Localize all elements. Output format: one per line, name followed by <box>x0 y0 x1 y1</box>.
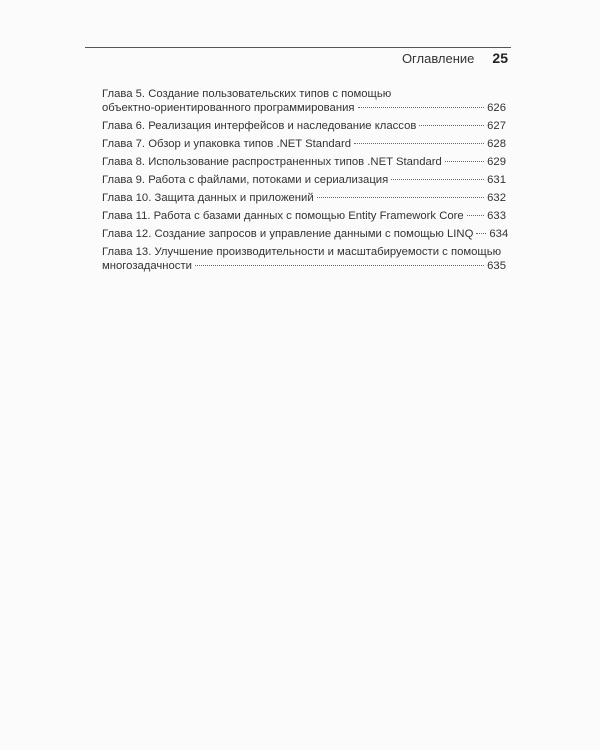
dot-leader <box>391 179 484 180</box>
running-title: Оглавление <box>401 51 475 66</box>
toc-entry-row <box>102 173 506 187</box>
toc-entry-page: 633 <box>487 210 506 222</box>
toc-entry-title: объектно-ориентированного программирования <box>102 102 355 114</box>
dot-leader <box>467 215 484 216</box>
toc-entry-title: Глава 7. Обзор и упаковка типов .NET Standard <box>102 138 351 150</box>
dot-leader <box>354 143 484 144</box>
toc-entry-page: 634 <box>489 228 509 240</box>
toc-entry-page: 632 <box>487 192 506 204</box>
toc-entry-chapter-12 <box>102 227 509 241</box>
toc-entry-chapter-6 <box>102 119 506 133</box>
dot-leader <box>445 161 484 162</box>
toc-entry-page: 631 <box>487 174 506 186</box>
dot-leader <box>419 125 484 126</box>
dot-leader <box>317 197 484 198</box>
toc-entry-title: Глава 8. Использование распространенных типов .NET Standard <box>102 156 442 168</box>
toc-entry-row <box>102 209 506 223</box>
toc-entry-row <box>102 101 506 115</box>
toc-entry-row <box>102 137 506 151</box>
toc-entry-row <box>102 191 506 205</box>
toc-entry-chapter-11 <box>102 209 506 223</box>
toc-entry-page: 627 <box>487 120 506 132</box>
toc-entry-title: многозадачности <box>102 260 192 272</box>
toc-entry-row <box>102 119 506 133</box>
dot-leader <box>195 265 484 266</box>
toc-entry-title-line: Глава 13. Улучшение производительности и масштабируемости с помощью <box>102 246 502 258</box>
toc-entry-chapter-9 <box>102 173 506 187</box>
toc-entry-title: Глава 10. Защита данных и приложений <box>102 192 314 204</box>
toc-entry-row <box>102 155 506 169</box>
running-head <box>402 50 508 66</box>
toc-entry-chapter-13 <box>102 245 506 273</box>
toc-entry-title-line: Глава 5. Создание пользовательских типов с помощью <box>102 88 392 100</box>
toc-entry-page: 629 <box>487 156 506 168</box>
toc-entry-page: 626 <box>487 102 506 114</box>
toc-entry-chapter-7 <box>102 137 506 151</box>
toc-entry-row <box>102 227 509 241</box>
toc-entry-row <box>102 259 506 273</box>
dot-leader <box>476 233 486 234</box>
toc-entry-chapter-5 <box>102 87 506 115</box>
toc-entry-title: Глава 12. Создание запросов и управление данными с помощью LINQ <box>102 228 474 240</box>
table-of-contents <box>102 87 509 277</box>
toc-entry-title: Глава 11. Работа с базами данных с помощью Entity Framework Core <box>102 210 464 222</box>
page-number: 25 <box>492 50 508 66</box>
header-rule <box>85 47 511 48</box>
toc-entry-page: 635 <box>487 260 506 272</box>
dot-leader <box>358 107 485 108</box>
toc-entry-chapter-8 <box>102 155 506 169</box>
toc-entry-page: 628 <box>487 138 506 150</box>
toc-entry-title: Глава 9. Работа с файлами, потоками и сериализация <box>102 174 389 186</box>
toc-entry-chapter-10 <box>102 191 506 205</box>
toc-entry-title: Глава 6. Реализация интерфейсов и наследование классов <box>102 120 417 132</box>
